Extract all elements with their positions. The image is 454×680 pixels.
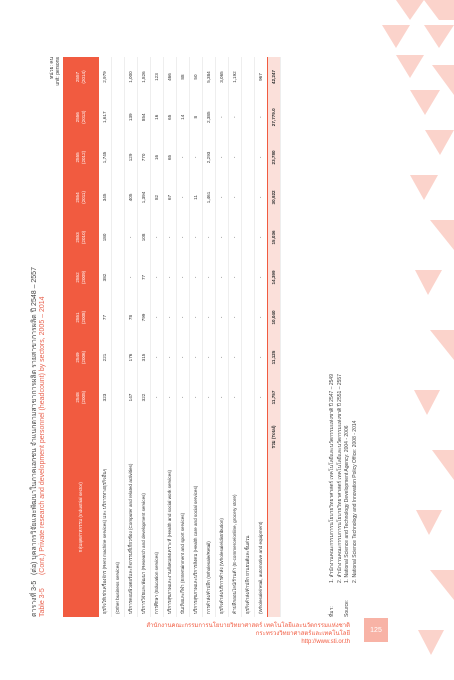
table-cell: - <box>206 236 211 239</box>
table-cell <box>112 257 125 297</box>
row-label: บริการสุขภาพและบริการสังคม (Health care and social services) <box>193 485 198 614</box>
table-cell: - <box>219 276 224 279</box>
year-header-english: (2006) <box>81 350 86 365</box>
table-cell: - <box>154 236 159 239</box>
table-cell: 180 <box>102 233 107 242</box>
note-line <box>344 374 352 617</box>
row-label: (Other business services) <box>115 561 120 614</box>
year-header <box>63 97 99 137</box>
table-cell: 65 <box>167 154 172 160</box>
table-cell: - <box>232 316 237 319</box>
table-cell <box>112 217 125 257</box>
table-header-row <box>63 57 99 617</box>
note-key: Source: <box>344 599 350 617</box>
table-row <box>216 57 229 617</box>
table-cell: 147 <box>128 393 133 402</box>
table-cell <box>242 97 255 137</box>
table-cell <box>112 177 125 217</box>
table-row <box>255 57 268 617</box>
year-header-thai: 2552 <box>75 272 80 283</box>
table-cell <box>112 297 125 337</box>
sector-header: กลุ่มอุตสาหกรรม (Industrial sector) <box>63 417 99 617</box>
table-cell: 11 <box>193 195 198 200</box>
table-cell: - <box>219 116 224 119</box>
table-cell: - <box>167 316 172 319</box>
table-cell: 176 <box>128 353 133 362</box>
table-cell: - <box>180 396 185 399</box>
table-cell: - <box>206 316 211 319</box>
row-label: ธุรกิจให้เช่าเครื่องจักร (Rent machine services) และ บริการทางธุรกิจอื่นๆ <box>102 468 107 614</box>
row-label: บริการวิจัยและพัฒนา (Research and development services) <box>141 493 146 614</box>
table-row <box>229 57 242 617</box>
table-cell: 15,036 <box>268 217 281 257</box>
table-cell: - <box>193 276 198 279</box>
table-cell <box>112 377 125 417</box>
table-cell: - <box>219 316 224 319</box>
row-label: บริการสุขภาพและงานสังคมสงเคราะห์ (Health and social work services) <box>167 469 172 614</box>
table-cell: 14 <box>180 114 185 120</box>
year-header-english: (2010) <box>81 230 86 245</box>
year-header-thai: 2557 <box>75 71 80 83</box>
table-cell <box>242 217 255 257</box>
table-cell: - <box>219 356 224 359</box>
year-header-english: (2012) <box>81 150 86 165</box>
table-cell <box>112 338 125 378</box>
year-header-thai: 2554 <box>75 192 80 203</box>
table-cell: - <box>167 236 172 239</box>
table-cell <box>112 97 125 137</box>
year-header-english: (2013) <box>81 110 86 124</box>
row-label: ธุรกิจค้าส่ง/ค้าปลีก ยานยนต์และชิ้นส่วน <box>245 535 250 614</box>
table-cell: - <box>258 356 263 359</box>
table-cell: - <box>154 316 159 319</box>
table-cell: 2,293 <box>206 151 211 164</box>
table-cell: - <box>232 116 237 119</box>
table-row <box>242 57 255 617</box>
table-cell: 405 <box>128 193 133 202</box>
table-cell: - <box>180 196 185 199</box>
table-cell: - <box>180 316 185 319</box>
table-cell: 345 <box>102 193 107 202</box>
page-number: 125 <box>364 618 388 642</box>
table-cell <box>242 57 255 97</box>
table-row <box>203 57 216 617</box>
table-cell: 1,617 <box>102 111 107 123</box>
unit-thai: หน่วย: คน <box>49 57 55 79</box>
year-header-english: (2008) <box>81 310 86 325</box>
table-cell: - <box>167 276 172 279</box>
table-cell: 67 <box>167 194 172 201</box>
year-header-thai: 2553 <box>75 232 80 243</box>
table-cell: - <box>258 116 263 119</box>
table-cell <box>242 137 255 177</box>
unit-english: unit: persons <box>55 57 61 86</box>
table-cell: - <box>193 316 198 319</box>
table-cell: - <box>206 356 211 359</box>
caption-thai-label: ตารางที่ 3-5 <box>31 580 38 617</box>
table-cell: 1,461 <box>206 191 211 204</box>
table-cell: 11,757 <box>268 377 281 417</box>
table-cell: 108 <box>141 233 146 242</box>
table-cell: - <box>232 156 237 159</box>
table-cell: 77 <box>141 274 146 281</box>
caption-thai-title: (ต่อ) บุคลากรวิจัยและพัฒนาในภาคเอกชน จำแนกตามสาขาการผลิต รายสาขาการผลิต ปี 2548 – 2557 <box>31 267 38 576</box>
row-label: บริการคอมพิวเตอร์และกิจกรรมที่เกี่ยวข้อง (Computer and related activities) <box>128 463 133 614</box>
table-cell: - <box>219 156 224 159</box>
table-cell: 2,385 <box>206 111 211 123</box>
year-header-thai: 2549 <box>75 352 80 363</box>
table-cell: - <box>167 356 172 359</box>
unit-note <box>49 57 61 86</box>
note-line <box>337 374 345 617</box>
table-cell: 16 <box>154 154 159 160</box>
table-cell: 382 <box>102 273 107 282</box>
note-text: 1. National Science and Technology Development Agency: 2004 - 2006 <box>344 425 350 583</box>
table-cell: 23,780 <box>268 137 281 177</box>
table-cell: - <box>219 196 224 199</box>
table-cell: - <box>232 276 237 279</box>
table-cell: 50 <box>193 74 198 80</box>
table-cell: - <box>180 276 185 279</box>
year-header <box>63 377 99 417</box>
table-cell: 5,384 <box>206 71 211 83</box>
table-cell: 11,125 <box>268 338 281 378</box>
note-key: ที่มา: <box>329 606 335 617</box>
table-cell: 88 <box>180 74 185 80</box>
table-cell: - <box>154 276 159 279</box>
total-row <box>268 57 281 617</box>
table-cell: 1,745 <box>102 151 107 164</box>
table-cell: 139 <box>128 113 133 122</box>
note-text: 2. National Science Technology and Innovation Policy Office: 2008 - 2014 <box>351 420 358 583</box>
row-label: การศึกษา (Education services) <box>154 551 159 614</box>
table-cell: 65 <box>167 114 172 120</box>
table-cell: 123 <box>154 73 159 81</box>
page-footer <box>146 612 400 652</box>
table-cell: - <box>219 396 224 399</box>
table-cell: 78 <box>128 314 133 321</box>
table-cell: - <box>154 396 159 399</box>
year-header-thai: 2548 <box>75 392 80 403</box>
table-cell: - <box>258 316 263 319</box>
table-cell: 27,779.0 <box>268 97 281 137</box>
rotated-table-page <box>27 57 407 617</box>
year-header-thai: 2551 <box>75 312 80 323</box>
note-line <box>329 374 337 617</box>
table-cell <box>242 257 255 297</box>
table-cell: - <box>219 236 224 239</box>
table-cell <box>112 57 125 97</box>
table-cell: 799 <box>141 313 146 322</box>
table-cell: 322 <box>141 393 146 402</box>
table-cell: 967 <box>258 73 263 81</box>
caption-english-title: (Cont.) Private research and development personnel (headcount) by sectors, 2005 – 2014 <box>39 296 46 576</box>
table-cell: 14,399 <box>268 257 281 297</box>
table-cell: - <box>258 236 263 239</box>
table-cell <box>112 137 125 177</box>
table-row <box>138 57 151 617</box>
table-cell: - <box>232 356 237 359</box>
table-cell: - <box>258 396 263 399</box>
year-header-english: (2014) <box>81 70 86 84</box>
row-label: บันเทิงและกีฬา (Entertainment and sport services) <box>180 512 185 614</box>
table-cell: 129 <box>128 153 133 162</box>
table-cell: 16 <box>154 114 159 120</box>
table-cell: 854 <box>141 113 146 122</box>
year-header-english: (2011) <box>81 190 86 204</box>
personnel-table <box>63 57 281 617</box>
table-cell: 1,000 <box>128 71 133 83</box>
table-cell: - <box>193 236 198 239</box>
footer-org-line2: กระทรวงวิทยาศาสตร์และเทคโนโลยี <box>255 631 350 637</box>
table-cell: 315 <box>141 353 146 362</box>
table-cell: - <box>193 356 198 359</box>
table-row <box>190 57 203 617</box>
table-cell: 8 <box>193 115 198 119</box>
note-text: 2. สำนักงานคณะกรรมการนโยบายวิทยาศาสตร์ เทคโนโลยีและนวัตกรรมแห่งชาติ ปี 2551 – 2557 <box>336 374 343 583</box>
footer-url: http://www.sti.or.th <box>301 639 350 645</box>
year-header <box>63 137 99 177</box>
table-cell: 77 <box>102 314 107 321</box>
table-cell: - <box>193 396 198 399</box>
row-label: (Wholesale/retail, automotive and equipment) <box>258 521 263 614</box>
table-cell: - <box>154 356 159 359</box>
table-row <box>177 57 190 617</box>
table-cell: 221 <box>102 353 107 362</box>
table-cell: 30,922 <box>268 177 281 217</box>
table-cell: - <box>232 396 237 399</box>
table-cell: - <box>232 236 237 239</box>
year-header-english: (2009) <box>81 270 86 285</box>
table-cell: 323 <box>102 393 107 402</box>
row-label: ค้าปลีกออนไลน์/ร้านค้า (E-commerce/online, grocery store) <box>232 494 237 614</box>
table-cell: 3,065 <box>219 71 224 83</box>
table-cell <box>242 338 255 378</box>
year-header <box>63 257 99 297</box>
table-row <box>151 57 164 617</box>
table-cell: 42,247 <box>268 57 281 97</box>
year-header-thai: 2556 <box>75 112 80 123</box>
table-cell: - <box>193 156 198 159</box>
year-header <box>63 297 99 337</box>
year-header <box>63 217 99 257</box>
table-row <box>99 57 112 617</box>
row-label: การค้าส่ง/ค้าปลีก (Wholesale/Retail) <box>206 541 211 614</box>
row-label: ธุรกิจค้าส่ง/บริการค้าส่ง (Wholesale/distribution) <box>219 518 224 614</box>
table-cell: 2,979 <box>102 71 107 83</box>
table-cell: - <box>167 396 172 399</box>
footer-org <box>146 622 350 646</box>
year-header-thai: 2555 <box>75 152 80 163</box>
table-cell <box>242 177 255 217</box>
caption-english-label: Table 3-5 <box>39 588 46 617</box>
table-cell <box>242 297 255 337</box>
table-cell: 82 <box>154 194 159 201</box>
table-cell: - <box>180 236 185 239</box>
table-cell: - <box>206 396 211 399</box>
year-header <box>63 177 99 217</box>
note-line <box>352 374 360 617</box>
footer-org-line1: สำนักงานคณะกรรมการนโยบายวิทยาศาสตร์ เทคโนโลยีและนวัตกรรมแห่งชาติ <box>146 623 350 629</box>
year-header <box>63 57 99 97</box>
table-row <box>164 57 177 617</box>
table-cell: 1,826 <box>141 71 146 83</box>
table-row <box>125 57 138 617</box>
table-cell: 10,040 <box>268 297 281 337</box>
table-row <box>112 57 125 617</box>
table-cell: - <box>128 276 133 279</box>
table-cell: 466 <box>167 73 172 81</box>
year-header <box>63 338 99 378</box>
table-cell: - <box>232 196 237 199</box>
table-cell: - <box>206 276 211 279</box>
table-cell: - <box>180 156 185 159</box>
table-cell: - <box>258 276 263 279</box>
table-cell: - <box>258 156 263 159</box>
table-cell: - <box>180 356 185 359</box>
table-cell: - <box>258 196 263 199</box>
year-header-english: (2005) <box>81 390 86 405</box>
table-cell: 1,192 <box>232 71 237 83</box>
table-cell: 1,394 <box>141 191 146 204</box>
table-cell: 770 <box>141 153 146 162</box>
caption-english <box>39 296 46 617</box>
source-notes <box>329 374 359 617</box>
table-cell <box>242 377 255 417</box>
table-cell: - <box>128 236 133 239</box>
row-label: รวม (Total) <box>268 417 281 617</box>
note-text: 1. สำนักงานคณะกรรมการนโยบายวิทยาศาสตร์ เทคโนโลยีและนวัตกรรมแห่งชาติ ปี 2547 – 2549 <box>329 374 335 583</box>
